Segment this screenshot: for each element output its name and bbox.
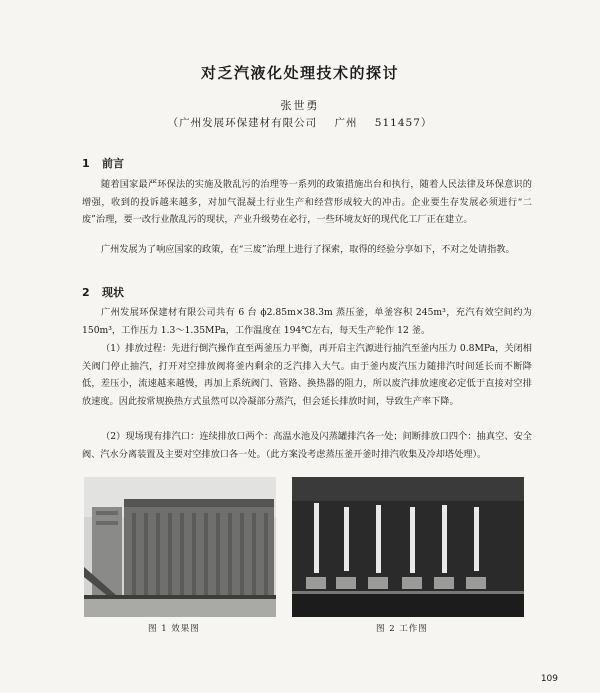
section-number: 2 xyxy=(82,286,90,299)
author-affiliation: （广州发展环保建材有限公司 广州 511457） xyxy=(167,117,433,129)
section-heading-1 xyxy=(82,155,124,171)
author-name: 张世勇 xyxy=(280,99,320,112)
section-title: 现状 xyxy=(102,286,124,299)
section-number: 1 xyxy=(82,157,90,170)
figure-2-caption: 图 2 工作图 xyxy=(376,624,428,634)
article-title: 对乏汽液化处理技术的探讨 xyxy=(200,64,399,82)
paragraph: 随着国家最严环保法的实施及散乱污的治理等一系列的政策措施出台和执行，随着人民法律及环保意识的增强，收到的投诉越来越多，对加气混凝土行业生产和经营形成较大的冲击。企业要生存发展必须进行“二废”治理，要一改行业散乱污的现状，产业升级势在必行，一些环境友好的现代化工厂正在建立。 xyxy=(82,179,532,226)
equipment-photo-icon xyxy=(292,477,524,617)
paragraph: 广州发展为了响应国家的政策，在“三废”治理上进行了探索，取得的经验分享如下，不对之处请指教。 xyxy=(101,244,515,255)
figure-2-photo xyxy=(292,477,524,617)
section-heading-2 xyxy=(82,284,124,300)
figure-1-caption: 图 1 效果图 xyxy=(148,624,200,634)
paragraph: 广州发展环保建材有限公司共有 6 台 ϕ2.85m×38.3m 蒸压釜，单釜容积 245m³，充汽有效空间约为 150m³，工作压力 1.3～1.35MPa，工作温度在 194℃左右，每天生产轮作 12 釜。 xyxy=(82,307,532,336)
paragraph: （1）排放过程：先进行倒汽操作直至两釜压力平衡，再开启主汽源进行抽汽至釜内压力 0.8MPa，关闭相关阀门停止抽汽，打开对空排放阀将釜内剩余的乏汽排入大气。由于釜内废汽压力随排汽时间延长而不断降低，差压小，流速越来越慢，再加上系统阀门、管路、换热器的阻力，所以废汽排放速度必定低于直接对空排放速度。因此按常规换热方式虽然可以冷凝部分蒸汽，但会延长排放时间，导致生产率下降。 xyxy=(82,343,532,407)
building-photo-icon xyxy=(84,477,276,617)
section-title: 前言 xyxy=(102,157,124,170)
paragraph: （2）现场现有排汽口：连续排放口两个：高温水池及闪蒸罐排汽各一处；间断排放口四个：抽真空、安全阀、汽水分离装置及主要对空排放口各一处。（此方案没考虑蒸压釜开釜时排汽收集及冷却塔处理）。 xyxy=(82,431,532,460)
figure-1-photo xyxy=(84,477,276,617)
page-number: 109 xyxy=(540,674,558,684)
